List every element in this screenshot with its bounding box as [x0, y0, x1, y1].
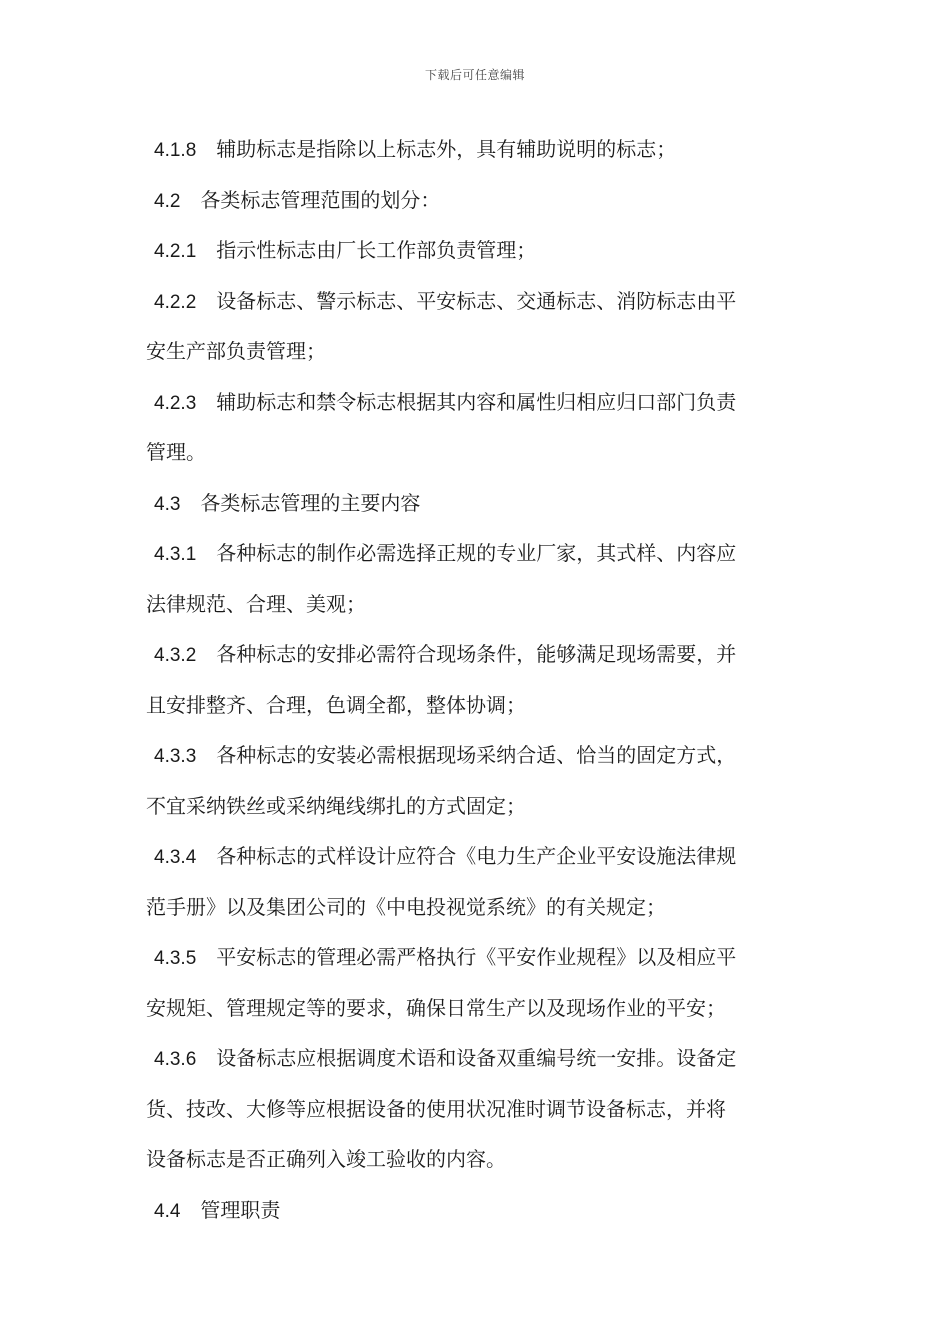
line-text: 管理职责 [200, 1197, 281, 1222]
line-text: 且安排整齐、合理，色调全都，整体协调； [146, 692, 526, 717]
section-number: 4.2.1 [154, 241, 197, 262]
section-number: 4.3 [154, 493, 181, 515]
section-number: 4.2.2 [154, 291, 197, 313]
section-number: 4.3.3 [154, 746, 197, 767]
section-number: 4.4 [154, 1200, 181, 1222]
section-number: 4.3.6 [154, 1049, 197, 1070]
line-text: 各种标志的安装必需根据现场采纳合适、恰当的固定方式， [216, 743, 737, 767]
section-number: 4.3.1 [154, 544, 197, 565]
line-text: 安规矩、管理规定等的要求，确保日常生产以及现场作业的平安； [146, 995, 726, 1020]
section-number: 4.3.4 [154, 847, 197, 868]
paragraph-line [146, 377, 810, 428]
line-text: 各类标志管理范围的划分： [200, 187, 441, 212]
paragraph-line [146, 528, 810, 579]
line-text: 设备标志应根据调度术语和设备双重编号统一安排。设备定 [216, 1046, 737, 1070]
line-text: 设备标志、警示标志、平安标志、交通标志、消防标志由平 [216, 288, 737, 313]
section-number: 4.2 [154, 190, 181, 212]
line-text: 各种标志的式样设计应符合《电力生产企业平安设施法律规 [216, 844, 737, 868]
line-text: 管理。 [146, 440, 206, 464]
section-number: 4.2.3 [154, 392, 197, 414]
paragraph-line [146, 983, 810, 1034]
paragraph-line [146, 427, 810, 478]
paragraph-line [146, 478, 810, 529]
paragraph-line [146, 124, 810, 175]
paragraph-line [146, 225, 810, 276]
line-text: 安生产部负责管理； [146, 339, 326, 363]
paragraph-line [146, 1185, 810, 1236]
paragraph-line [146, 1084, 810, 1135]
paragraph-line [146, 730, 810, 781]
line-text: 设备标志是否正确列入竣工验收的内容。 [146, 1147, 506, 1171]
paragraph-line [146, 1134, 810, 1185]
line-text: 法律规范、合理、美观； [146, 591, 366, 616]
line-text: 各类标志管理的主要内容 [200, 490, 421, 515]
paragraph-line [146, 680, 810, 731]
line-text: 货、技改、大修等应根据设备的使用状况准时调节设备标志，并将 [146, 1096, 726, 1121]
section-number: 4.3.5 [154, 948, 197, 969]
line-text: 辅助标志是指除以上标志外，具有辅助说明的标志； [216, 137, 677, 161]
paragraph-line [146, 932, 810, 983]
line-text: 指示性标志由厂长工作部负责管理； [216, 238, 537, 262]
section-number: 4.3.2 [154, 645, 197, 666]
paragraph-line [146, 276, 810, 327]
line-text: 各种标志的制作必需选择正规的专业厂家，其式样、内容应 [216, 541, 737, 565]
paragraph-line [146, 882, 810, 933]
paragraph-line [146, 579, 810, 630]
paragraph-line [146, 175, 810, 226]
line-text: 范手册》以及集团公司的《中电投视觉系统》的有关规定； [146, 894, 666, 919]
section-number: 4.1.8 [154, 140, 197, 161]
paragraph-line [146, 326, 810, 377]
paragraph-line [146, 1033, 810, 1084]
page-header: 下载后可任意编辑 [424, 68, 525, 82]
line-text: 平安标志的管理必需严格执行《平安作业规程》以及相应平 [216, 945, 737, 969]
line-text: 不宜采纳铁丝或采纳绳线绑扎的方式固定； [146, 793, 526, 818]
line-text: 各种标志的安排必需符合现场条件，能够满足现场需要，并 [216, 642, 737, 666]
document-body [146, 124, 810, 1235]
paragraph-line [146, 629, 810, 680]
paragraph-line [146, 781, 810, 832]
paragraph-line [146, 831, 810, 882]
line-text: 辅助标志和禁令标志根据其内容和属性归相应归口部门负责 [216, 389, 737, 414]
